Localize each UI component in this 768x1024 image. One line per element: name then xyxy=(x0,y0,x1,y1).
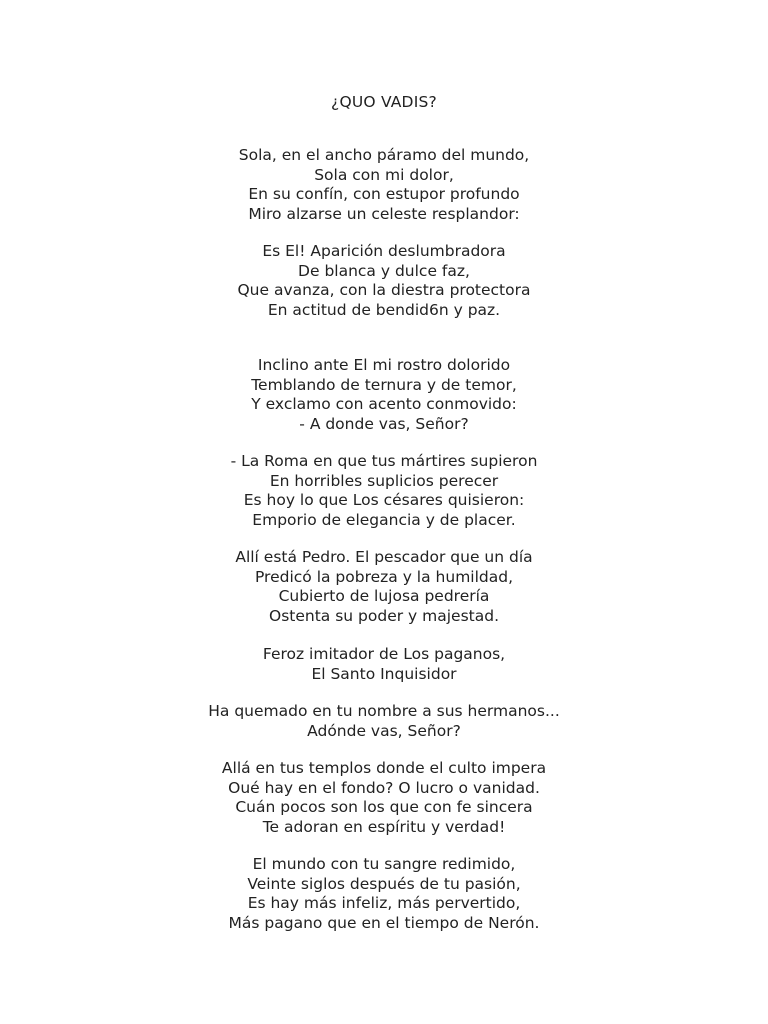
poem-line: Oué hay en el fondo? O lucro o vanidad. xyxy=(228,778,540,797)
poem-line: Es hoy lo que Los césares quisieron: xyxy=(243,491,525,509)
poem-line: Y exclamo con acento conmovido: xyxy=(251,395,517,413)
poem-line: Cubierto de lujosa pedrería xyxy=(278,587,490,605)
poem-line: Emporio de elegancia y de placer. xyxy=(252,510,516,529)
poem-line: Te adoran en espíritu y verdad! xyxy=(262,817,506,836)
stanza-8 xyxy=(0,759,768,837)
poem-line: En actitud de bendid6n y paz. xyxy=(267,300,501,319)
stanza-6 xyxy=(0,645,768,684)
poem-line: Es El! Aparición deslumbradora xyxy=(262,242,506,260)
poem-line: Sola con mi dolor, xyxy=(314,165,454,184)
poem-line: Cuán pocos son los que con fe sincera xyxy=(235,798,533,816)
poem-line: Adónde vas, Señor? xyxy=(307,721,461,740)
poem-line: De blanca y dulce faz, xyxy=(298,261,470,280)
poem-line: Temblando de ternura y de temor, xyxy=(251,375,517,394)
poem-line: Allí está Pedro. El pescador que un día xyxy=(235,548,533,566)
poem-line: - A donde vas, Señor? xyxy=(299,414,469,433)
poem-line: Ha quemado en tu nombre a sus hermanos... xyxy=(208,702,560,720)
poem-line: Más pagano que en el tiempo de Nerón. xyxy=(228,913,540,932)
poem-line: Veinte siglos después de tu pasión, xyxy=(247,874,521,893)
poem-line: El Santo Inquisidor xyxy=(311,664,457,683)
stanza-4 xyxy=(0,452,768,530)
poem-line: En su confín, con estupor profundo xyxy=(248,185,520,203)
poem-line: En horribles suplicios perecer xyxy=(269,471,499,490)
poem-line: Miro alzarse un celeste resplandor: xyxy=(248,204,520,223)
stanza-2 xyxy=(0,242,768,320)
poem-line: Sola, en el ancho páramo del mundo, xyxy=(238,146,530,164)
poem-line: Ostenta su poder y majestad. xyxy=(269,606,499,625)
stanza-5 xyxy=(0,548,768,626)
stanza-1 xyxy=(0,146,768,224)
stanza-9 xyxy=(0,855,768,933)
stanza-3 xyxy=(0,356,768,434)
poem-line: Allá en tus templos donde el culto impera xyxy=(221,759,547,777)
poem-line: Es hay más infeliz, más pervertido, xyxy=(247,894,521,912)
poem-title: ¿QUO VADIS? xyxy=(331,93,437,111)
poem-line: Que avanza, con la diestra protectora xyxy=(237,281,531,299)
poem-line: Inclino ante El mi rostro dolorido xyxy=(257,356,511,374)
poem-line: Predicó la pobreza y la humildad, xyxy=(254,567,514,586)
poem-line: El mundo con tu sangre redimido, xyxy=(252,855,516,873)
stanza-7 xyxy=(0,702,768,741)
poem-line: - La Roma en que tus mártires supieron xyxy=(230,452,538,470)
poem-line: Feroz imitador de Los paganos, xyxy=(262,645,506,663)
